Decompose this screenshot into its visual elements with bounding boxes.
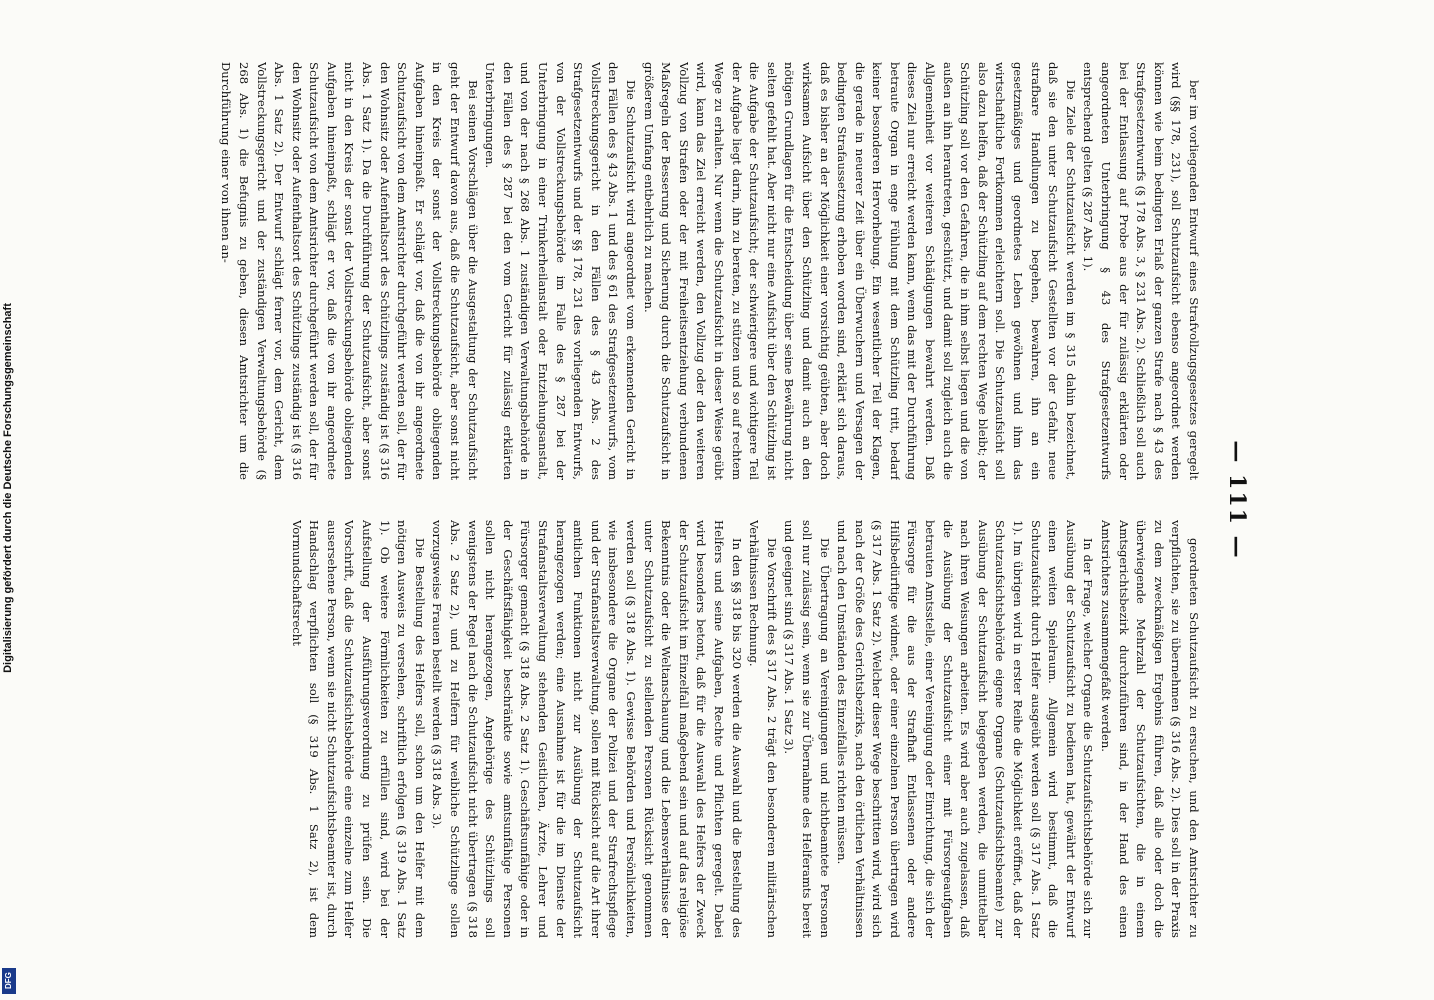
- page-header: — 111 —: [1224, 440, 1250, 560]
- digitization-footer: [0, 0, 20, 1000]
- paragraph: Die Übertragung an Vereinigungen und nichtbeamtete Personen soll nur zulässig sein, wenn sie zur Übernahme des Helferamts bereit und geeignet sind (§ 317 Abs. 1 Satz 3).: [782, 520, 832, 938]
- paragraph: Die Bestellung des Helfers soll, schon um den Helfer mit dem nötigen Ausweis zu versehen, schriftlich erfolgen (§ 319 Abs. 1 Satz 1). Ob weitere Förmlichkeiten zu erfüllen sind, wird bei der Aufstellung der Ausführungsverordnung zu prüfen sein. Die Vorschrift, daß die Schutzaufsichtsbehörde eine einzelne zum Helfer ausersehene Person, wenn sie nicht Schutzaufsichtsbeamter ist, durch Handschlag verpflichten soll (§ 319 Abs. 1 Satz 2), ist dem Vormundschaftsrecht: [289, 520, 427, 938]
- right-column: [0, 520, 1202, 938]
- paragraph: ber im vorliegenden Entwurf eines Strafvollzugsgesetzes geregelt wird (§§ 178, 231), soll Schutzaufsicht ebenso angeordnet werden können wie beim bedingten Erlaß der ganzen Strafe nach § 43 des Strafgesetzentwurfs (§ 178 Abs. 3, § 231 Abs. 2). Schließlich soll auch bei der Entlassung auf Probe aus der für zulässig erklärten oder angeordneten Unterbringung § 43 des Strafgesetzentwurfs entsprechend gelten (§ 287 Abs. 1).: [1081, 62, 1201, 480]
- paragraph: In der Frage, welcher Organe die Schutzaufsichtsbehörde sich zur Ausübung der Schutzaufsicht zu bedienen hat, gewährt der Entwurf einen weiten Spielraum. Allgemein wird bestimmt, daß die Schutzaufsicht durch Helfer ausgeübt werden soll (§ 317 Abs. 1 Satz 1). Im übrigen wird in erster Reihe die Möglichkeit eröffnet, daß der Schutzaufsichtsbehörde eigene Organe (Schutzaufsichtsbeamte) zur Ausübung der Schutzaufsicht beigegeben werden, die unmittelbar nach ihren Weisungen arbeiten. Es wird aber auch zugelassen, daß die Ausübung der Schutzaufsicht einer mit Fürsorgeaufgaben betrauten Amtsstelle, einer Vereinigung oder Einrichtung, die sich der Fürsorge für die aus der Strafhaft Entlassenen oder andere Hilfsbedürftige widmet, oder einer einzelnen Person übertragen wird (§ 317 Abs. 1 Satz 2). Welcher dieser Wege beschritten wird, wird sich nach der Größe des Gerichtsbezirks, nach den örtlichen Verhältnissen und nach den Umständen des Einzelfalles richten müssen.: [835, 520, 1096, 938]
- paragraph: Bei seinen Vorschlägen über die Ausgestaltung der Schutzaufsicht geht der Entwurf davon aus, daß die Schutzaufsicht, aber sonst nicht in den Kreis der sonst der Vollstreckungsbehörde obliegenden Aufgaben hineinpaßt. Er schlägt vor, daß die von ihr angeordnete Schutzaufsicht von dem Amtsrichter durchgeführt werden soll, der für den Wohnsitz oder Aufenthaltsort des Schützlings zuständig ist (§ 316 Abs. 1 Satz 1). Da die Durchführung der Schutzaufsicht, aber sonst nicht in den Kreis der sonst der Vollstreckungsbehörde obliegenden Aufgaben hineinpaßt, schlägt er vor, daß die von ihr angeordnete Schutzaufsicht von dem Amtsrichter durchgeführt werden soll, der für den Wohnsitz oder Aufenthaltsort des Schützlings zuständig ist (§ 316 Abs. 1 Satz 2). Der Entwurf schlägt ferner vor, dem Gericht, dem Vollstreckungsgericht und der zuständigen Verwaltungsbehörde (§ 268 Abs. 1) die Befugnis zu geben, diesen Amtsrichter um die Durchführung einer von ihnen an-: [219, 62, 480, 480]
- left-column: [0, 62, 1202, 480]
- funding-credit: Digitalisierung gefördert durch die Deutsche Forschungsgemeinschaft: [2, 303, 14, 673]
- paragraph: geordneten Schutzaufsicht zu ersuchen, und den Amtsrichter zu verpflichten, sie zu übernehmen (§ 316 Abs. 2). Dies soll in der Praxis zu dem zweckmäßigen Ergebnis führen, daß alle oder doch die überwiegende Mehrzahl der Schutzaufsichten, die in einem Amtsgerichtsbezirk durchzuführen sind, in der Hand des einen Amtsrichters zusammengefaßt werden.: [1099, 520, 1201, 938]
- paragraph: In den §§ 318 bis 320 werden die Auswahl und die Bestellung des Helfers und seine Aufgaben, Rechte und Pflichten geregelt. Dabei wird besonders betont, daß für die Auswahl des Helfers der Zweck der Schutzaufsicht im Einzelfall maßgebend sein und auf das religiöse Bekenntnis oder die Weltanschauung und die Lebensverhältnisse der unter Schutzaufsicht zu stellenden Personen Rücksicht genommen werden soll (§ 318 Abs. 1). Gewisse Behörden und Persönlichkeiten, wie insbesondere die Organe der Polizei und der Strafrechtspflege und der Strafanstaltsverwaltung, sollen mit Rücksicht auf die Art ihrer amtlichen Funktionen nicht zur Ausübung der Schutzaufsicht herangezogen werden; eine Ausnahme ist für die im Dienste der Strafanstaltsverwaltung stehenden Geistlichen, Ärzte, Lehrer und Fürsorger gemacht (§ 318 Abs. 2 Satz 1). Geschäftsunfähige oder in der Geschäftsfähigkeit beschränkte sowie amtsunfähige Personen sollen nicht herangezogen, Angehörige des Schützlings soll wenigstens der Regel nach die Schutzaufsicht nicht übertragen (§ 318 Abs. 2 Satz 2), und zu Helfern für weibliche Schützlinge sollen vorzugsweise Frauen bestellt werden (§ 318 Abs. 3).: [430, 520, 744, 938]
- paragraph: Die Vorschrift des § 317 Abs. 2 trägt den besonderen militärischen Verhältnissen Rechnung.: [747, 520, 779, 938]
- paragraph: Die Ziele der Schutzaufsicht werden im § 315 dahin bezeichnet, daß sie den unter Schutzaufsicht Gestellten vor der Gefahr, neue strafbare Handlungen zu begehen, bewahren, ihn an ein gesetzmäßiges und geordnetes Leben gewöhnen und ihm das wirtschaftliche Fortkommen erleichtern soll. Die Schutzaufsicht soll also dazu helfen, daß der Schützling auf dem rechten Wege bleibt; der Schützling soll vor den Gefahren, die in ihm selbst liegen und die von außen an ihn herantreten, geschützt, und damit soll zugleich auch die Allgemeinheit vor weiteren Schädigungen bewahrt werden. Daß dieses Ziel nur erreicht werden kann, wenn das mit der Durchführung betraute Organ in enge Fühlung mit dem Schützling tritt, bedarf keiner besonderen Hervorhebung. Ein wesentlicher Teil der Klagen, die gerade in neuerer Zeit über ein Überwuchern und Versagen der bedingten Strafaussetzung erhoben worden sind, erklärt sich daraus, daß es bisher an der Möglichkeit einer vorsichtig geübten, aber doch wirksamen Aufsicht über den Schützling und damit auch an den nötigen Grundlagen für die Entscheidung über seine Bewährung nicht selten gefehlt hat. Aber nicht nur eine Aufsicht über den Schützling ist die Aufgabe der Schutzaufsicht; der schwierigere und wichtigere Teil der Aufgabe liegt darin, ihn zu beraten, zu stützen und so auf rechtem Wege zu erhalten. Nur wenn die Schutzaufsicht in dieser Weise geübt wird, kann das Ziel erreicht werden, den Vollzug oder den weiteren Vollzug von Strafen oder der mit Freiheitsentziehung verbundenen Maßregeln der Besserung und Sicherung durch die Schutzaufsicht in größerem Umfang entbehrlich zu machen.: [641, 62, 1078, 480]
- dfg-logo-icon: DFG: [2, 968, 16, 994]
- paragraph: Die Schutzaufsicht wird angeordnet vom erkennenden Gericht in den Fällen des § 43 Abs. 1 und des § 61 des Strafgesetzentwurfs, vom Vollstreckungsgericht in den Fällen des § 43 Abs. 2 des Strafgesetzentwurfs und der §§ 178, 231 des vorliegenden Entwurfs, von der Vollstreckungsbehörde im Falle des § 287 bei der Unterbringung in einer Trinkerheilanstalt oder Entziehungsanstalt, und von der nach § 268 Abs. 1 zuständigen Verwaltungsbehörde in den Fällen des § 287 bei den vom Gericht für zulässig erklärten Unterbringungen.: [483, 62, 638, 480]
- book-page: [0, 50, 1250, 950]
